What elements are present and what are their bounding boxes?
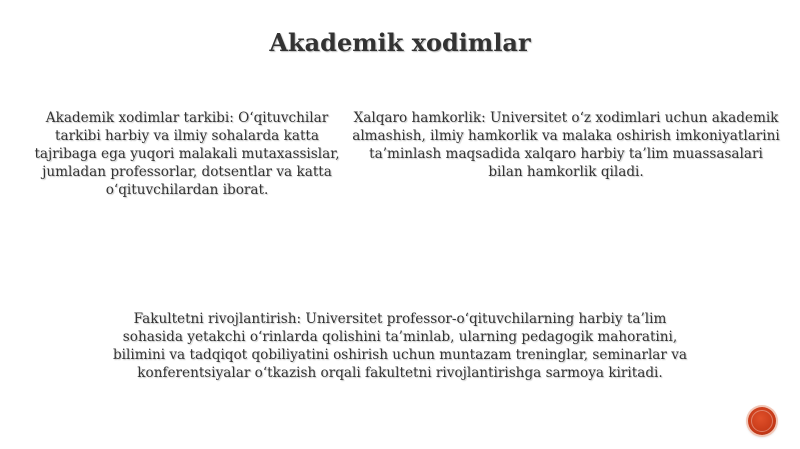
- circle-nav-icon: [751, 410, 773, 432]
- slide-nav-button[interactable]: [748, 407, 776, 435]
- academic-staff-composition-text: Akademik xodimlar tarkibi: O‘qituvchilar tarkibi harbiy va ilmiy sohalarda katta tajribaga ega yuqori malakali mutaxassislar, jumladan professorlar, dotsentlar va katta o‘qituvchilardan iborat.: [34, 110, 340, 198]
- international-cooperation-text: Xalqaro hamkorlik: Universitet o‘z xodimlari uchun akademik almashish, ilmiy hamkorlik va malaka oshirish imkoniyatlarini ta’minlash maqsadida xalqaro harbiy ta’lim muassasalari bilan hamkorlik qiladi.: [352, 110, 780, 180]
- slide-title: Akademik xodimlar: [269, 28, 531, 57]
- faculty-development-text: Fakultetni rivojlantirish: Universitet professor-o‘qituvchilarning harbiy ta’lim sohasida yetakchi o‘rinlarda qolishini ta’minlab, ularning pedagogik mahoratini, bilimini va tadqiqot qobiliyatini oshirish uchun muntazam treninglar, seminarlar va konferentsiyalar o‘tkazish orqali fakultetni rivojlantirishga sarmoya kiritadi.: [112, 311, 688, 381]
